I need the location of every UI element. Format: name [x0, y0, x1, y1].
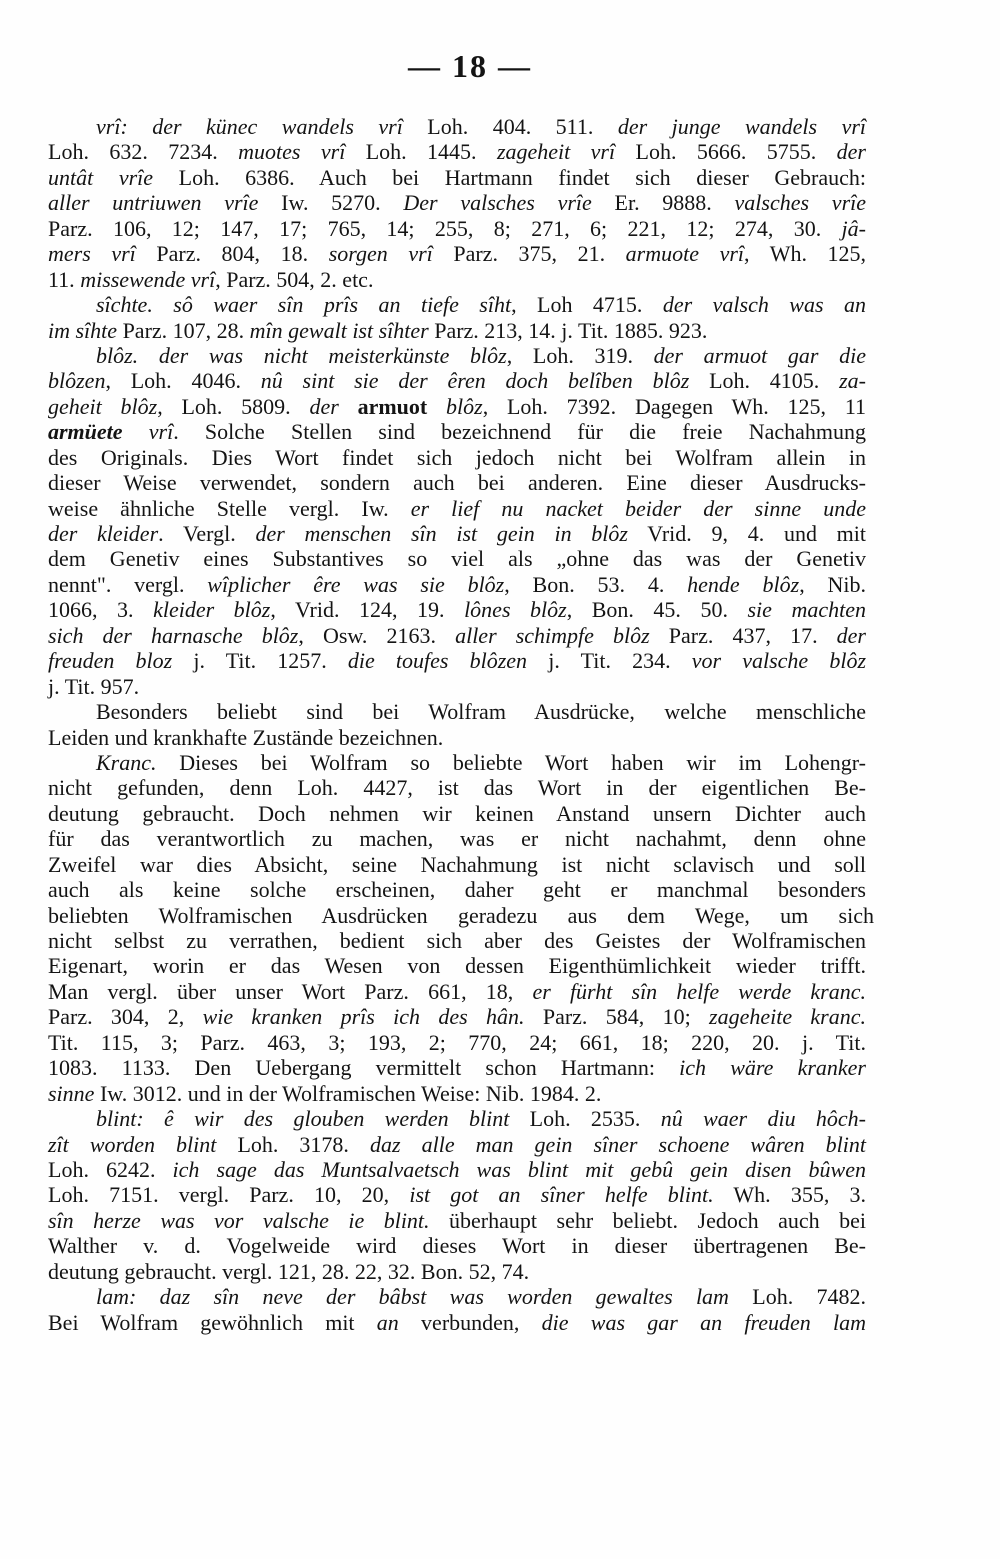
text-line: weise ähnliche Stelle vergl. Iw. er lief nu nacket beider der sinne unde [48, 495, 866, 521]
text-line: mers vrî Parz. 804, 18. sorgen vrî Parz. 375, 21. armuote vrî, Wh. 125, [48, 241, 867, 267]
text-line: Kranc. Dieses bei Wolfram so beliebte Wort haben wir im Lohengr- [96, 749, 866, 775]
text-line: Eigenart, worin er das Wesen von dessen Eigenthümlichkeit wieder trifft. [48, 953, 866, 979]
text-line: blôzen, Loh. 4046. nû sint sie der êren doch belîben blôz Loh. 4105. za- [48, 368, 866, 394]
text-line: Leiden und krankhafte Zustände bezeichnen. [48, 724, 444, 750]
text-line: Besonders beliebt sind bei Wolfram Ausdrücke, welche menschliche [96, 699, 866, 725]
text-line: 11. missewende vrî, Parz. 504, 2. etc. [48, 266, 374, 292]
text-line: untât vrîe Loh. 6386. Auch bei Hartmann findet sich dieser Gebrauch: [48, 164, 866, 190]
text-line: sinne Iw. 3012. und in der Wolframischen Weise: Nib. 1984. 2. [48, 1080, 602, 1106]
text-line: armüete vrî. Solche Stellen sind bezeichnend für die freie Nachahmung [48, 419, 866, 445]
text-line: Man vergl. über unser Wort Parz. 661, 18, er fürht sîn helfe werde kranc. [48, 978, 867, 1004]
text-line: der kleider. Vergl. der menschen sîn ist gein in blôz Vrid. 9, 4. und mit [48, 521, 867, 546]
text-line: j. Tit. 957. [48, 673, 140, 699]
body-text [48, 114, 874, 1335]
text-line: blôz. der was nicht meisterkünste blôz, Loh. 319. der armuot gar die [96, 342, 867, 368]
text-line: nennt". vergl. wîplicher êre was sie blôz, Bon. 53. 4. hende blôz, Nib. [48, 571, 866, 597]
text-line: sîn herze was vor valsche ie blint. überhaupt sehr beliebt. Jedoch auch bei [48, 1207, 866, 1233]
text-line: sîchte. sô waer sîn prîs an tiefe sîht, Loh 4715. der valsch was an [96, 292, 866, 318]
text-line: zît worden blint Loh. 3178. daz alle man gein sîner schoene wâren blint [48, 1131, 866, 1157]
text-line: Bei Wolfram gewöhnlich mit an verbunden, die was gar an freuden lam [48, 1309, 867, 1335]
text-line: dem Genetiv eines Substantives so viel als „ohne das was der Genetiv [48, 546, 866, 572]
text-line: vrî: der künec wandels vrî Loh. 404. 511. der junge wandels vrî [96, 114, 867, 139]
text-line: Parz. 106, 12; 147, 17; 765, 14; 255, 8; 271, 6; 221, 12; 274, 30. jâ- [48, 215, 866, 241]
text-line: blint: ê wir des glouben werden blint Loh. 2535. nû waer diu hôch- [96, 1106, 867, 1132]
page-number: — 18 — [408, 48, 532, 84]
text-line: nicht selbst zu verrathen, bedient sich aber des Geistes der Wolframischen [48, 928, 866, 953]
text-line: aller untriuwen vrîe Iw. 5270. Der valsches vrîe Er. 9888. valsches vrîe [48, 190, 867, 216]
text-line: Loh. 7151. vergl. Parz. 10, 20, ist got an sîner helfe blint. Wh. 355, 3. [48, 1182, 866, 1208]
text-line: Parz. 304, 2, wie kranken prîs ich des hân. Parz. 584, 10; zageheite kranc. [48, 1004, 867, 1030]
text-line: lam: daz sîn neve der bâbst was worden gewaltes lam Loh. 7482. [96, 1284, 866, 1310]
text-line: im sîhte Parz. 107, 28. mîn gewalt ist sîhter Parz. 213, 14. j. Tit. 1885. 923. [48, 317, 708, 343]
text-line: dieser Weise verwendet, sondern auch bei anderen. Eine dieser Ausdrucks- [48, 470, 866, 496]
text-line: deutung gebraucht. Doch nehmen wir keinen Anstand unsern Dichter auch [48, 800, 866, 826]
text-line: Loh. 6242. ich sage das Muntsalvaetsch was blint mit gebû gein disen bûwen [48, 1156, 866, 1182]
text-line: Zweifel war dies Absicht, seine Nachahmung ist nicht sclavisch und soll [48, 851, 866, 877]
text-line: für das verantwortlich zu machen, was er nicht nachahmt, denn ohne [48, 826, 866, 852]
text-line: deutung gebraucht. vergl. 121, 28. 22, 32. Bon. 52, 74. [48, 1258, 530, 1284]
text-line: geheit blôz, Loh. 5809. der armuot blôz, Loh. 7392. Dagegen Wh. 125, 11 [48, 393, 867, 419]
text-line: des Originals. Dies Wort findet sich jedoch nicht bei Wolfram allein in [48, 444, 866, 470]
text-line: freuden bloz j. Tit. 1257. die toufes blôzen j. Tit. 234. vor valsche blôz [48, 648, 867, 674]
text-line: sich der harnasche blôz, Osw. 2163. aller schimpfe blôz Parz. 437, 17. der [48, 622, 866, 648]
text-line: beliebten Wolframischen Ausdrücken geradezu aus dem Wege, um sich [48, 902, 874, 928]
text-line: Walther v. d. Vogelweide wird dieses Wort in dieser übertragenen Be- [48, 1233, 866, 1259]
text-line: 1066, 3. kleider blôz, Vrid. 124, 19. lônes blôz, Bon. 45. 50. sie machten [48, 597, 866, 623]
text-line: auch als keine solche erscheinen, daher geht er manchmal besonders [48, 877, 866, 903]
text-line: Tit. 115, 3; Parz. 463, 3; 193, 2; 770, 24; 661, 18; 220, 20. j. Tit. [48, 1029, 866, 1055]
text-line: 1083. 1133. Den Uebergang vermittelt schon Hartmann: ich wäre kranker [48, 1055, 866, 1081]
text-line: Loh. 632. 7234. muotes vrî Loh. 1445. zageheit vrî Loh. 5666. 5755. der [48, 139, 866, 165]
text-line: nicht gefunden, denn Loh. 4427, ist das Wort in der eigentlichen Be- [48, 775, 866, 801]
